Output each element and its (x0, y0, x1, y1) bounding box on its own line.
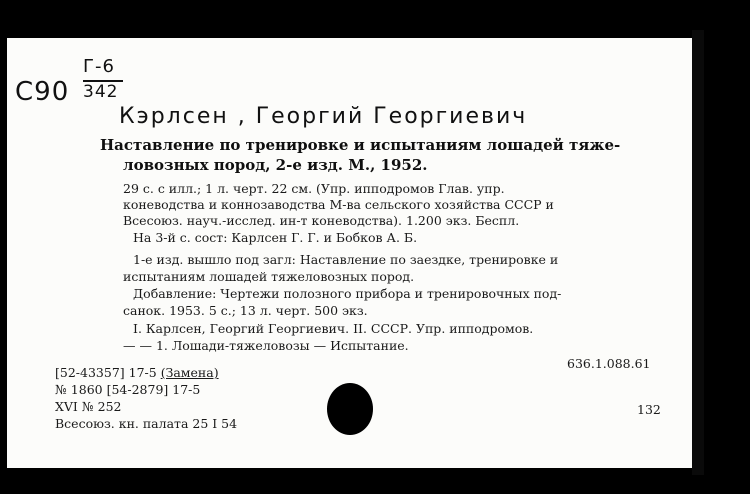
body-line-1: 29 с. с илл.; 1 л. черт. 22 см. (Упр. ипподромов Глав. упр. (123, 181, 505, 196)
footer-line-3: XVI № 252 (55, 399, 122, 414)
body-line-8: санок. 1953. 5 с.; 13 л. черт. 500 экз. (123, 303, 368, 318)
classification-number: 636.1.088.61 (567, 356, 651, 371)
footer-line-2: № 1860 [54-2879] 17-5 (55, 382, 201, 397)
author-handwritten: Кэрлсен , Георгий Георгиевич (119, 104, 528, 129)
catalog-card (7, 38, 692, 468)
call-number-bottom: 342 (83, 82, 119, 102)
footer-line-4: Всесоюз. кн. палата 25 I 54 (55, 416, 238, 431)
call-number-main: C90 (15, 77, 70, 107)
call-number-top: Г-6 (83, 56, 115, 77)
body-line-7: Добавление: Чертежи полозного прибора и тренировочных под- (133, 286, 562, 301)
body-line-3: Всесоюз. науч.-исслед. ин-т коневодства). 1.200 экз. Беспл. (123, 213, 520, 228)
title-line-1: Наставление по тренировке и испытаниям лошадей тяже- (100, 136, 621, 154)
card-edge-strip (692, 30, 704, 475)
body-line-5: 1-е изд. вышло под загл: Наставление по заездке, тренировке и (133, 252, 559, 267)
body-line-10: — — 1. Лошади-тяжеловозы — Испытание. (123, 338, 409, 353)
title-line-2: ловозных пород, 2-е изд. М., 1952. (123, 156, 428, 174)
punch-hole (327, 383, 373, 435)
footer-right-number: 132 (637, 402, 661, 417)
body-line-2: коневодства и коннозаводства М-ва сельского хозяйства СССР и (123, 197, 554, 212)
footer-line-1: [52-43357] 17-5 (Замена) (55, 365, 219, 380)
body-line-9: I. Карлсен, Георгий Георгиевич. II. СССР. Упр. ипподромов. (133, 321, 534, 336)
body-line-6: испытаниям лошадей тяжеловозных пород. (123, 269, 415, 284)
body-line-4: На 3-й с. сост: Карлсен Г. Г. и Бобков А. Б. (133, 230, 418, 245)
